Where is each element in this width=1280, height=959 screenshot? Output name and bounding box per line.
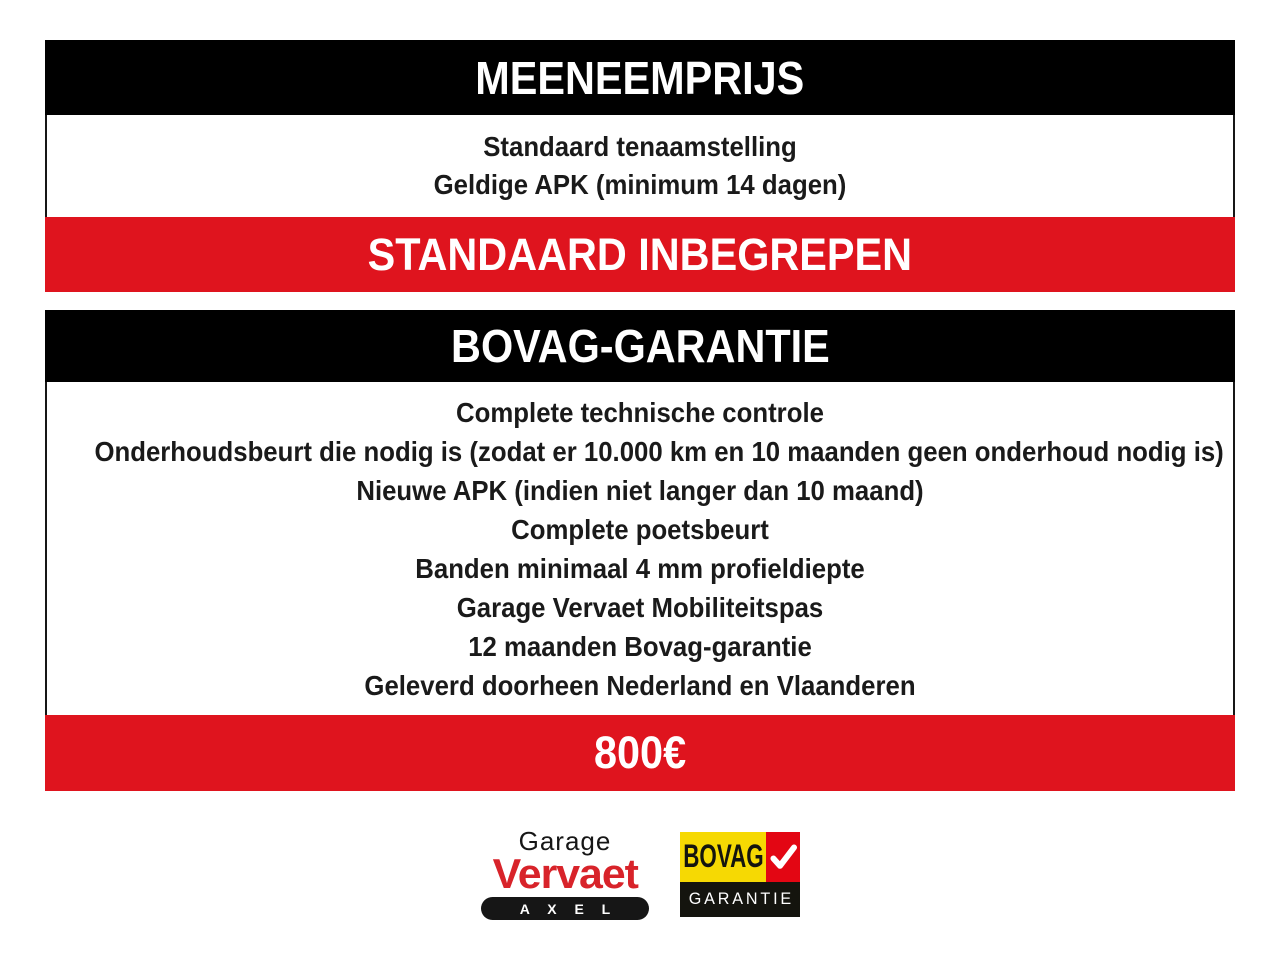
garage-vervaet-logo-axel-pill: [481, 897, 649, 920]
bovag-garantie-header: [45, 310, 1235, 382]
meeneemprijs-body: [45, 115, 1235, 217]
standaard-inbegrepen-banner: [45, 217, 1235, 292]
footer-logos: [0, 828, 1280, 920]
bovag-garantie-body: [45, 382, 1235, 715]
meeneemprijs-title: MEENEEMPRIJS: [475, 51, 805, 104]
checkmark-icon: [768, 843, 798, 871]
garage-vervaet-logo-garage: Garage: [518, 826, 612, 856]
standaard-inbegrepen-label: STANDAARD INBEGREPEN: [367, 228, 913, 280]
warranty-item: Complete technische controle: [456, 397, 824, 428]
warranty-item: Complete poetsbeurt: [511, 514, 769, 545]
meeneemprijs-header: [45, 40, 1235, 115]
included-item: Geldige APK (minimum 14 dagen): [433, 169, 847, 200]
warranty-item: Nieuwe APK (indien niet langer dan 10 maand): [356, 475, 924, 506]
warranty-item: Geleverd doorheen Nederland en Vlaanderen: [364, 670, 916, 701]
included-item: Standaard tenaamstelling: [483, 131, 797, 162]
price-label: 800€: [593, 727, 687, 778]
warranty-item: Garage Vervaet Mobiliteitspas: [456, 592, 824, 623]
bovag-logo-caption: GARANTIE: [688, 889, 795, 908]
warranty-item: Banden minimaal 4 mm profieldiepte: [415, 553, 865, 584]
bovag-garantie-title: BOVAG-GARANTIE: [450, 320, 830, 372]
garage-vervaet-logo-axel: A X E L: [519, 900, 618, 917]
bovag-logo-caption-bar: [680, 882, 800, 917]
meeneemprijs-card: [45, 40, 1235, 292]
warranty-item: Onderhoudsbeurt die nodig is (zodat er 10.000 km en 10 maanden geen onderhoud nodig is): [94, 436, 1224, 467]
price-banner: [45, 715, 1235, 791]
bovag-logo-red-cell: [766, 832, 800, 882]
bovag-logo-top-row: [680, 832, 800, 882]
bovag-logo-yellow-cell: [680, 832, 766, 882]
garage-vervaet-logo: [480, 828, 650, 920]
bovag-logo-brand: BOVAG: [682, 838, 764, 874]
bovag-garantie-logo: [680, 832, 800, 917]
garage-vervaet-logo-vervaet: Vervaet: [492, 850, 638, 897]
bovag-garantie-card: [45, 310, 1235, 791]
warranty-item: 12 maanden Bovag-garantie: [468, 631, 812, 662]
